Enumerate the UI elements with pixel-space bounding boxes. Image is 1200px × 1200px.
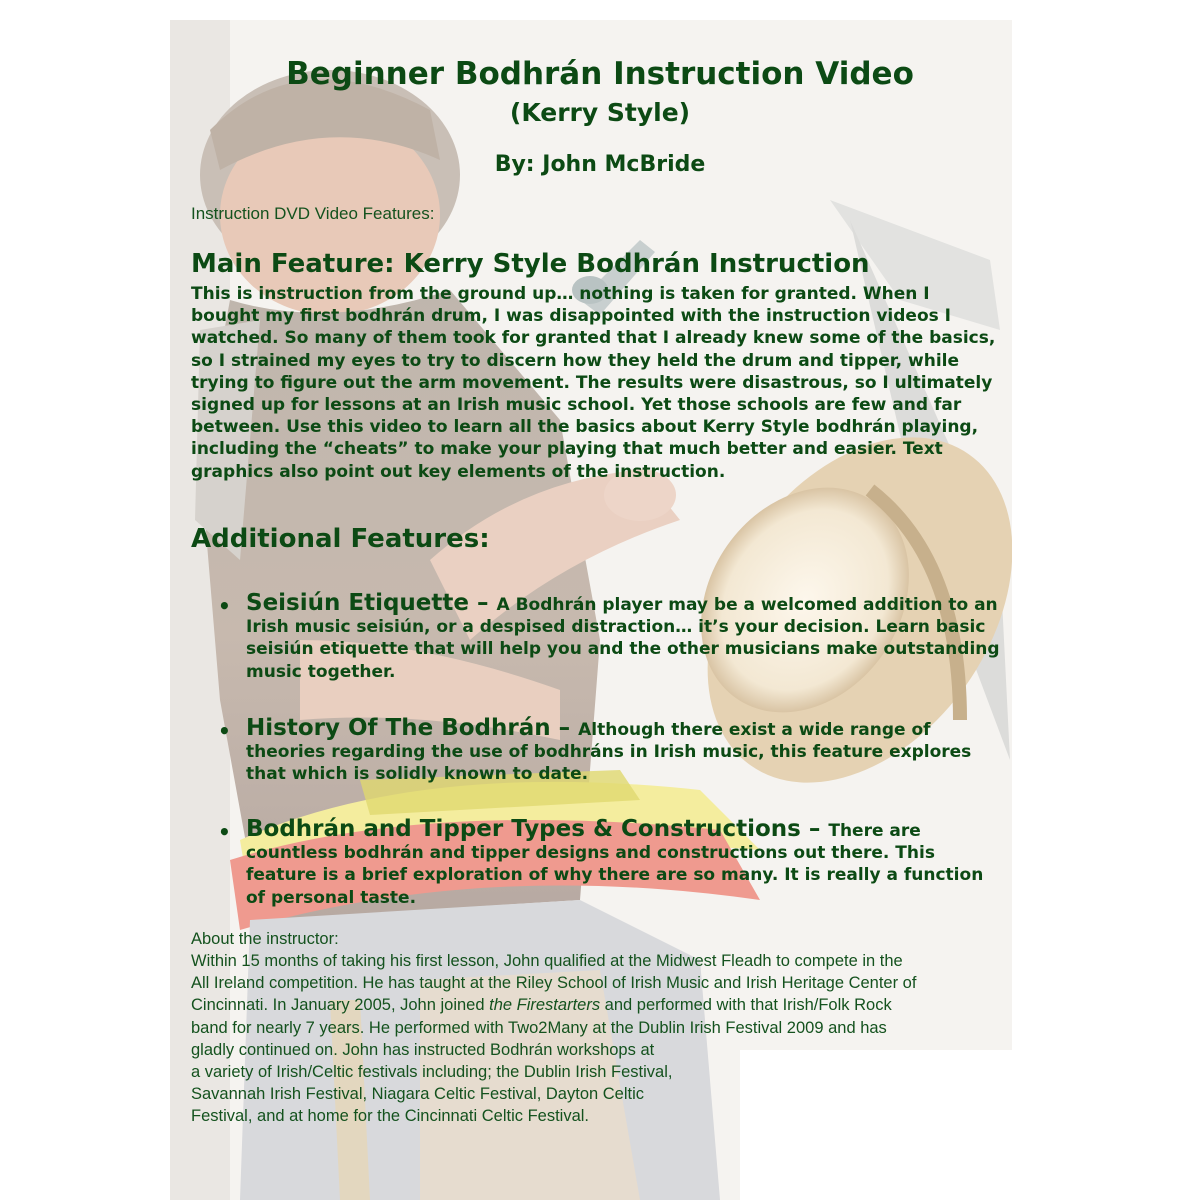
band-name: the Firestarters	[489, 996, 601, 1015]
additional-features-label: Additional Features	[191, 524, 480, 554]
feature-item	[218, 592, 1008, 683]
author-byline: By: John McBride	[494, 152, 706, 177]
bullet-icon: •	[218, 820, 231, 844]
about-line: Within 15 months of taking his first lesson, John qualified at the Midwest Fleadh to compete in the	[191, 952, 903, 970]
intro-label: Instruction DVD Video Features:	[191, 204, 435, 223]
feature-description: There are countless bodhrán and tipper designs and constructions out there. This feature is a brief exploration of why there are so many. It is really a function of personal taste.	[246, 821, 984, 908]
about-line: a variety of Irish/Celtic festivals including; the Dublin Irish Festival,	[191, 1063, 673, 1082]
document-title: Beginner Bodhrán Instruction Video	[286, 56, 914, 92]
main-feature-prefix: Main Feature	[191, 249, 385, 279]
main-feature-heading	[191, 249, 870, 279]
bullet-icon: •	[218, 594, 231, 618]
additional-features-separator: :	[479, 524, 490, 554]
feature-item	[218, 818, 1008, 909]
about-line: Savannah Irish Festival, Niagara Celtic Festival, Dayton Celtic	[191, 1085, 645, 1104]
about-line	[191, 994, 1011, 1016]
feature-item	[218, 717, 1008, 786]
feature-name: History Of The Bodhrán –	[246, 715, 579, 741]
main-feature-name: Kerry Style Bodhrán Instruction	[403, 249, 870, 279]
document-subtitle: (Kerry Style)	[509, 98, 691, 127]
feature-name: Seisiún Etiquette –	[246, 590, 497, 616]
main-feature-separator: :	[384, 249, 404, 279]
feature-description: Although there exist a wide range of theories regarding the use of bodhráns in Irish music, this feature explores that which is solidly known to date.	[246, 720, 972, 785]
about-line: gladly continued on. John has instructed Bodhrán workshops at	[191, 1040, 655, 1059]
about-line: Festival, and at home for the Cincinnati Celtic Festival.	[191, 1107, 590, 1126]
about-line: All Ireland competition. He has taught at the Riley School of Irish Music and Irish Heritage Center of	[191, 974, 917, 993]
about-line: band for nearly 7 years. He performed with Two2Many at the Dublin Irish Festival 2009 and has	[191, 1018, 887, 1037]
feature-description: A Bodhrán player may be a welcomed addition to an Irish music seisiún, or a despised distraction… it’s your decision. Learn basic seisiún etiquette that will help you and the other musicians make outstanding music together.	[246, 595, 1000, 682]
bullet-icon: •	[218, 719, 231, 743]
about-line-part: Cincinnati. In January 2005, John joined	[191, 996, 490, 1015]
feature-name: Bodhrán and Tipper Types & Constructions –	[246, 816, 829, 842]
about-instructor-label: About the instructor:	[191, 930, 339, 948]
main-feature-description: This is instruction from the ground up… nothing is taken for granted. When I bought my first bodhrán drum, I was disappointed with the instruction videos I watched. So many of them took for granted that I already knew some of the basics, so I strained my eyes to try to discern how they held the drum and tipper, while trying to figure out the arm movement. The results were disastrous, so I ultimately signed up for lessons at an Irish music school. Yet those schools are few and far between. Use this video to learn all the basics about Kerry Style bodhrán playing, including the “cheats” to make your playing that much better and easier. Text graphics also point out key elements of the instruction.	[191, 284, 996, 482]
about-instructor-text	[191, 950, 1011, 1128]
about-line-part: and performed with that Irish/Folk Rock	[600, 996, 892, 1015]
additional-features-heading	[191, 524, 490, 554]
